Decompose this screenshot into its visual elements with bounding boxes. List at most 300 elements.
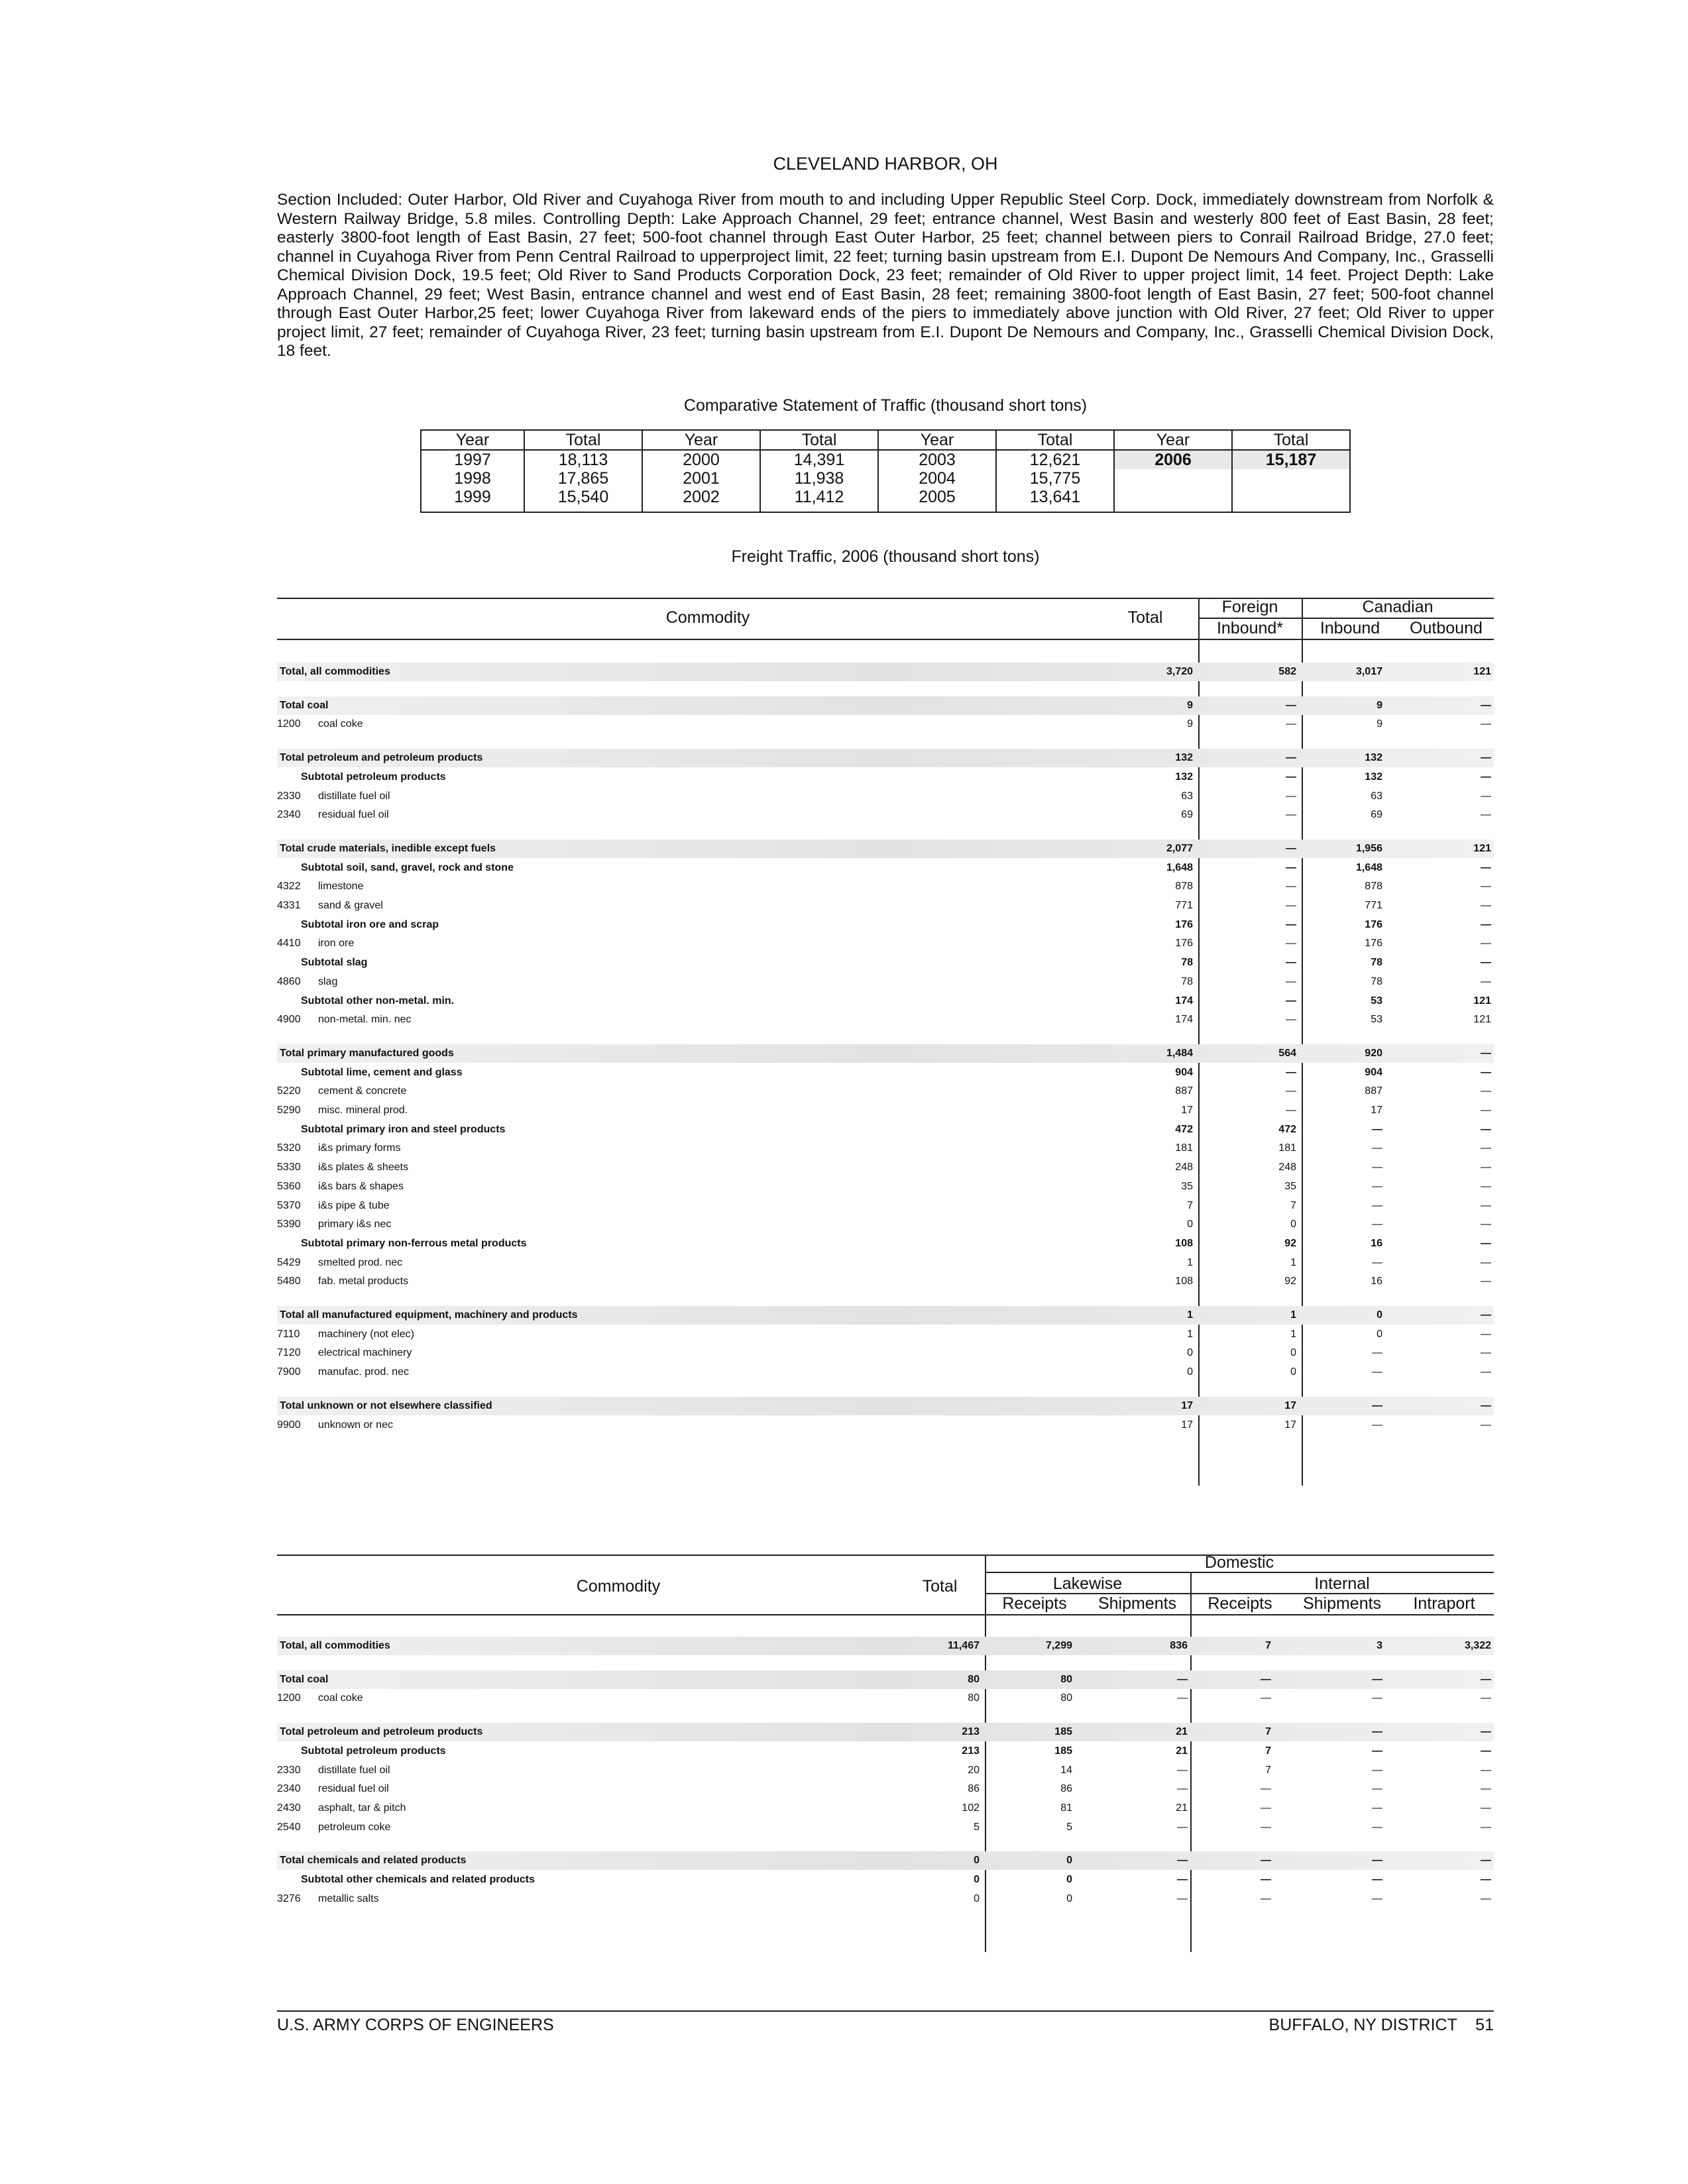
lakewise-receipts-value: 185 — [1054, 1726, 1072, 1738]
total-row — [277, 696, 1494, 715]
canadian-outbound-value: 121 — [1473, 1014, 1491, 1026]
subtotal-row — [277, 768, 1494, 787]
total-value: 17 — [1181, 1105, 1193, 1116]
year-header: Year — [642, 430, 760, 450]
total-row — [277, 1723, 1494, 1741]
canadian-header: Canadian — [1362, 598, 1434, 616]
foreign-inbound-value: — — [1286, 957, 1296, 969]
foreign-inbound-value: — — [1286, 975, 1296, 987]
canadian-outbound-value: 121 — [1473, 842, 1491, 854]
cmp-year-empty — [1114, 488, 1232, 512]
domestic-header-rule — [277, 1614, 1494, 1615]
total-value: 9 — [1187, 718, 1193, 730]
cmp-total: 12,621 — [996, 450, 1114, 469]
commodity-code: 1200 — [277, 1692, 301, 1704]
total-value: 887 — [1175, 1085, 1193, 1097]
commodity-name: asphalt, tar & pitch — [318, 1802, 406, 1814]
canadian-inbound-value: 878 — [1365, 881, 1382, 893]
internal-receipts-value: 7 — [1265, 1726, 1271, 1738]
foreign-inbound-value: — — [1286, 842, 1296, 854]
freight-commodity-header: Commodity — [665, 608, 750, 627]
canadian-outbound-value: — — [1481, 1123, 1491, 1135]
total-value: 63 — [1181, 790, 1193, 802]
total-value: 102 — [962, 1802, 980, 1814]
cmp-year: 2001 — [642, 469, 760, 488]
canadian-inbound-value: 771 — [1365, 900, 1382, 911]
foreign-inbound-value: 472 — [1278, 1123, 1296, 1135]
commodity-code: 5429 — [277, 1256, 301, 1268]
cmp-year: 2003 — [878, 450, 996, 469]
lakewise-receipts-value: 0 — [1066, 1892, 1072, 1904]
total-value: 472 — [1175, 1123, 1193, 1135]
commodity-name: primary i&s nec — [318, 1219, 392, 1230]
total-value: 11,467 — [947, 1640, 980, 1651]
commodity-name: distillate fuel oil — [318, 1764, 390, 1776]
canadian-inbound-value: — — [1372, 1142, 1382, 1154]
commodity-name: machinery (not elec) — [318, 1328, 414, 1340]
commodity-name: residual fuel oil — [318, 809, 389, 821]
cmp-year: 2005 — [878, 488, 996, 512]
cmp-year: 1998 — [421, 469, 524, 488]
lakewise-receipts-value: 0 — [1066, 1855, 1072, 1867]
commodity-code: 2430 — [277, 1802, 301, 1814]
foreign-inbound-value: 1 — [1290, 1328, 1296, 1340]
commodity-code: 5370 — [277, 1199, 301, 1211]
commodity-name: slag — [318, 975, 338, 987]
cmp-year-empty — [1114, 469, 1232, 488]
canadian-inbound-value: 132 — [1365, 752, 1382, 764]
internal-receipts-value: — — [1261, 1692, 1271, 1704]
commodity-name: Total, all commodities — [280, 666, 390, 677]
commodity-name: i&s plates & sheets — [318, 1162, 409, 1174]
total-value: 108 — [1175, 1276, 1193, 1287]
canadian-inbound-value: 63 — [1371, 790, 1382, 802]
total-header: Total — [760, 430, 878, 450]
cmp-total: 14,391 — [760, 450, 878, 469]
internal-receipts-value: 7 — [1265, 1764, 1271, 1776]
foreign-inbound-value: — — [1286, 809, 1296, 821]
subtotal-row — [277, 1871, 1494, 1889]
cmp-year: 2002 — [642, 488, 760, 512]
intraport-value: — — [1481, 1726, 1491, 1738]
intraport-value: — — [1481, 1692, 1491, 1704]
canadian-outbound-value: — — [1481, 752, 1491, 764]
intraport-header: Intraport — [1413, 1594, 1475, 1613]
lakewise-header: Lakewise — [1052, 1574, 1123, 1593]
cmp-total: 15,187 — [1232, 450, 1350, 469]
total-row — [277, 840, 1494, 858]
foreign-inbound-value: 564 — [1278, 1047, 1296, 1059]
foreign-inbound-value: — — [1286, 699, 1296, 711]
commodity-code: 2540 — [277, 1821, 301, 1833]
commodity-code: 7110 — [277, 1328, 300, 1340]
internal-shipments-header: Shipments — [1302, 1594, 1382, 1613]
total-value: 5 — [974, 1821, 980, 1833]
table-row — [277, 934, 1494, 953]
canadian-outbound-value: — — [1481, 1419, 1491, 1431]
foreign-inbound-value: — — [1286, 918, 1296, 930]
year-header: Year — [878, 430, 996, 450]
lakewise-receipts-value: 185 — [1054, 1745, 1072, 1757]
commodity-name: Subtotal soil, sand, gravel, rock and stone — [301, 861, 514, 873]
canadian-inbound-value: 176 — [1365, 918, 1382, 930]
lakewise-shipments-value: — — [1177, 1673, 1188, 1685]
footer-agency: U.S. ARMY CORPS OF ENGINEERS — [277, 2016, 554, 2034]
total-value: 176 — [1175, 938, 1193, 950]
commodity-code: 4410 — [277, 938, 301, 950]
total-value: 80 — [968, 1692, 980, 1704]
canadian-outbound-value: 121 — [1473, 666, 1491, 677]
intraport-value: — — [1481, 1783, 1491, 1795]
canadian-outbound-value: — — [1481, 1347, 1491, 1359]
canadian-outbound-value: — — [1481, 1328, 1491, 1340]
table-row — [277, 1272, 1494, 1291]
commodity-name: Subtotal lime, cement and glass — [301, 1066, 463, 1078]
canadian-outbound-value: — — [1481, 1180, 1491, 1192]
canadian-outbound-value: — — [1481, 861, 1491, 873]
commodity-name: smelted prod. nec — [318, 1256, 403, 1268]
canadian-outbound-value: — — [1481, 1256, 1491, 1268]
lakewise-receipts-value: 80 — [1060, 1673, 1072, 1685]
intraport-value: — — [1481, 1821, 1491, 1833]
internal-header: Internal — [1314, 1574, 1370, 1593]
commodity-code: 2330 — [277, 1764, 301, 1776]
commodity-code: 4860 — [277, 975, 301, 987]
cmp-total: 11,938 — [760, 469, 878, 488]
commodity-name: Subtotal slag — [301, 957, 368, 969]
canadian-inbound-value: — — [1372, 1123, 1382, 1135]
total-value: 904 — [1175, 1066, 1193, 1078]
total-value: 35 — [1181, 1180, 1193, 1192]
lakewise-shipments-value: — — [1177, 1874, 1188, 1885]
total-value: 9 — [1187, 699, 1193, 711]
lakewise-receipts-value: 14 — [1060, 1764, 1072, 1776]
canadian-outbound-value: — — [1481, 918, 1491, 930]
canadian-inbound-value: 0 — [1377, 1328, 1382, 1340]
lakewise-shipments-value: — — [1177, 1855, 1188, 1867]
footer-rule — [277, 2010, 1494, 2012]
foreign-inbound-value: — — [1286, 1105, 1296, 1116]
commodity-code: 4322 — [277, 881, 301, 893]
commodity-code: 4900 — [277, 1014, 301, 1026]
canadian-inbound-header: Inbound — [1320, 619, 1380, 637]
commodity-code: 9900 — [277, 1419, 301, 1431]
commodity-code: 7900 — [277, 1366, 301, 1378]
foreign-inbound-value: — — [1286, 881, 1296, 893]
internal-receipts-value: — — [1261, 1802, 1271, 1814]
table-row — [277, 1101, 1494, 1120]
total-value: 132 — [1175, 752, 1193, 764]
commodity-name: distillate fuel oil — [318, 790, 390, 802]
commodity-name: Total unknown or not elsewhere classified — [280, 1399, 492, 1411]
total-value: 878 — [1175, 881, 1193, 893]
freight-title: Freight Traffic, 2006 (thousand short tons) — [731, 547, 1040, 566]
canadian-outbound-value: — — [1481, 1105, 1491, 1116]
commodity-code: 7120 — [277, 1347, 301, 1359]
foreign-inbound-value: — — [1286, 900, 1296, 911]
foreign-inbound-value: — — [1286, 995, 1296, 1007]
total-value: 0 — [1187, 1219, 1193, 1230]
commodity-code: 2330 — [277, 790, 301, 802]
canadian-outbound-value: — — [1481, 790, 1491, 802]
internal-shipments-value: — — [1372, 1692, 1382, 1704]
total-value: 3,720 — [1166, 666, 1193, 677]
foreign-inbound-value: — — [1286, 938, 1296, 950]
total-row — [277, 1851, 1494, 1870]
intraport-value: — — [1481, 1892, 1491, 1904]
lakewise-receipts-value: 86 — [1060, 1783, 1072, 1795]
commodity-name: iron ore — [318, 938, 355, 950]
commodity-name: Total chemicals and related products — [280, 1855, 467, 1867]
commodity-code: 5220 — [277, 1085, 301, 1097]
internal-shipments-value: — — [1372, 1855, 1382, 1867]
canadian-outbound-value: — — [1481, 1066, 1491, 1078]
canadian-inbound-value: — — [1372, 1199, 1382, 1211]
internal-shipments-value: — — [1372, 1783, 1382, 1795]
total-value: 1 — [1187, 1309, 1193, 1321]
lakewise-shipments-value: 21 — [1176, 1802, 1188, 1814]
canadian-outbound-value: — — [1481, 1199, 1491, 1211]
commodity-name: unknown or nec — [318, 1419, 393, 1431]
commodity-code: 4331 — [277, 900, 301, 911]
total-value: 213 — [962, 1726, 980, 1738]
commodity-code: 5390 — [277, 1219, 301, 1230]
foreign-inbound-value: 1 — [1290, 1309, 1296, 1321]
commodity-name: limestone — [318, 881, 364, 893]
total-value: 771 — [1175, 900, 1193, 911]
total-value: 0 — [1187, 1347, 1193, 1359]
foreign-inbound-value: 0 — [1290, 1347, 1296, 1359]
total-value: 2,077 — [1166, 842, 1193, 854]
canadian-inbound-value: 0 — [1377, 1309, 1382, 1321]
commodity-name: metallic salts — [318, 1892, 379, 1904]
canadian-outbound-value: — — [1481, 1399, 1491, 1411]
commodity-name: Total, all commodities — [280, 1640, 390, 1651]
internal-receipts-value: — — [1261, 1874, 1271, 1885]
internal-receipts-value: — — [1261, 1673, 1271, 1685]
canadian-inbound-value: 3,017 — [1355, 666, 1382, 677]
lakewise-receipts-value: 5 — [1066, 1821, 1072, 1833]
table-row — [277, 1139, 1494, 1158]
lakewise-shipments-value: 21 — [1176, 1745, 1188, 1757]
total-value: 86 — [968, 1783, 980, 1795]
canadian-inbound-value: 53 — [1371, 1014, 1382, 1026]
canadian-inbound-value: 16 — [1371, 1276, 1382, 1287]
canadian-inbound-value: 69 — [1371, 809, 1382, 821]
foreign-inbound-value: 35 — [1284, 1180, 1296, 1192]
commodity-name: Total petroleum and petroleum products — [280, 752, 483, 764]
total-header: Total — [1232, 430, 1350, 450]
commodity-name: sand & gravel — [318, 900, 383, 911]
foreign-inbound-value: — — [1286, 718, 1296, 730]
internal-shipments-value: — — [1372, 1892, 1382, 1904]
canadian-outbound-value: — — [1481, 771, 1491, 783]
commodity-name: electrical machinery — [318, 1347, 412, 1359]
foreign-inbound-header: Inbound* — [1216, 619, 1284, 637]
total-value: 132 — [1175, 771, 1193, 783]
foreign-inbound-value: 7 — [1290, 1199, 1296, 1211]
internal-receipts-value: — — [1261, 1855, 1271, 1867]
commodity-name: Subtotal petroleum products — [301, 1745, 446, 1757]
total-row — [277, 749, 1494, 767]
lakewise-shipments-value: — — [1177, 1764, 1188, 1776]
canadian-inbound-value: 16 — [1371, 1237, 1382, 1249]
foreign-inbound-value: — — [1286, 1014, 1296, 1026]
intraport-value: — — [1481, 1673, 1491, 1685]
comparative-title: Comparative Statement of Traffic (thousand short tons) — [683, 396, 1088, 415]
canadian-outbound-value: — — [1481, 809, 1491, 821]
canadian-outbound-value: — — [1481, 1276, 1491, 1287]
internal-shipments-value: — — [1372, 1874, 1382, 1885]
internal-shipments-value: — — [1372, 1821, 1382, 1833]
foreign-inbound-value: 582 — [1278, 666, 1296, 677]
cmp-total: 17,865 — [524, 469, 642, 488]
table-row — [277, 1010, 1494, 1029]
total-value: 1,648 — [1166, 861, 1193, 873]
total-header: Total — [996, 430, 1114, 450]
commodity-name: non-metal. min. nec — [318, 1014, 412, 1026]
total-value: 181 — [1175, 1142, 1193, 1154]
table-row — [277, 1689, 1494, 1708]
canadian-outbound-value: — — [1481, 1047, 1491, 1059]
total-row — [277, 1397, 1494, 1415]
canadian-inbound-value: — — [1372, 1256, 1382, 1268]
lakewise-receipts-header: Receipts — [1002, 1594, 1067, 1613]
cmp-year: 1997 — [421, 450, 524, 469]
total-header: Total — [524, 430, 642, 450]
commodity-code: 5360 — [277, 1180, 301, 1192]
total-value: 0 — [974, 1874, 980, 1885]
subtotal-row — [277, 1064, 1494, 1082]
table-row — [277, 715, 1494, 734]
commodity-name: Subtotal primary non-ferrous metal products — [301, 1237, 527, 1249]
canadian-inbound-value: 132 — [1365, 771, 1382, 783]
canadian-inbound-value: 9 — [1377, 718, 1382, 730]
subtotal-row — [277, 1234, 1494, 1253]
canadian-inbound-value: 176 — [1365, 938, 1382, 950]
canadian-outbound-value: — — [1481, 1219, 1491, 1230]
canadian-inbound-value: — — [1372, 1180, 1382, 1192]
lakewise-shipments-value: — — [1177, 1821, 1188, 1833]
total-value: 213 — [962, 1745, 980, 1757]
commodity-code: 2340 — [277, 809, 301, 821]
commodity-name: fab. metal products — [318, 1276, 409, 1287]
table-row — [277, 1416, 1494, 1435]
table-row — [277, 1158, 1494, 1177]
footer-district-page: BUFFALO, NY DISTRICT 51 — [1268, 2016, 1494, 2034]
canadian-inbound-value: 9 — [1377, 699, 1382, 711]
commodity-name: Total petroleum and petroleum products — [280, 1726, 483, 1738]
lakewise-shipments-value: 21 — [1176, 1726, 1188, 1738]
table-row — [277, 1197, 1494, 1215]
canadian-inbound-value: — — [1372, 1399, 1382, 1411]
domestic-header: Domestic — [1204, 1553, 1274, 1572]
foreign-inbound-value: — — [1286, 1085, 1296, 1097]
intraport-value: — — [1481, 1855, 1491, 1867]
foreign-header: Foreign — [1221, 598, 1278, 616]
canadian-inbound-value: — — [1372, 1162, 1382, 1174]
table-row — [277, 1254, 1494, 1272]
commodity-name: cement & concrete — [318, 1085, 407, 1097]
commodity-name: Subtotal other non-metal. min. — [301, 995, 455, 1007]
total-row — [277, 1637, 1494, 1655]
lakewise-receipts-value: 7,299 — [1045, 1640, 1072, 1651]
commodity-code: 5330 — [277, 1162, 301, 1174]
commodity-name: manufac. prod. nec — [318, 1366, 409, 1378]
canadian-outbound-value: — — [1481, 1142, 1491, 1154]
canadian-outbound-value: — — [1481, 938, 1491, 950]
internal-receipts-value: — — [1261, 1821, 1271, 1833]
canadian-inbound-value: 78 — [1371, 957, 1382, 969]
table-row — [277, 973, 1494, 991]
commodity-name: Subtotal iron ore and scrap — [301, 918, 439, 930]
total-value: 7 — [1187, 1199, 1193, 1211]
subtotal-row — [277, 954, 1494, 972]
canadian-inbound-value: 904 — [1365, 1066, 1382, 1078]
internal-shipments-value: 3 — [1377, 1640, 1382, 1651]
total-value: 20 — [968, 1764, 980, 1776]
cmp-total: 15,540 — [524, 488, 642, 512]
canadian-outbound-value: — — [1481, 1085, 1491, 1097]
comparative-table — [420, 429, 1351, 513]
total-value: 0 — [1187, 1366, 1193, 1378]
canadian-inbound-value: 78 — [1371, 975, 1382, 987]
page-title: CLEVELAND HARBOR, OH — [773, 154, 998, 174]
total-value: 1 — [1187, 1256, 1193, 1268]
table-row — [277, 897, 1494, 915]
subtotal-row — [277, 992, 1494, 1010]
table-row — [277, 1890, 1494, 1908]
commodity-code: 5290 — [277, 1105, 301, 1116]
canadian-inbound-value: — — [1372, 1419, 1382, 1431]
domestic-sub-rule — [985, 1572, 1494, 1573]
cmp-total: 15,775 — [996, 469, 1114, 488]
internal-receipts-value: — — [1261, 1892, 1271, 1904]
total-value: 176 — [1175, 918, 1193, 930]
table-row — [277, 1363, 1494, 1382]
canadian-inbound-value: 1,956 — [1355, 842, 1382, 854]
canadian-outbound-value: — — [1481, 881, 1491, 893]
commodity-name: Total crude materials, inedible except fuels — [280, 842, 496, 854]
table-row — [277, 1215, 1494, 1234]
internal-shipments-value: — — [1372, 1802, 1382, 1814]
canadian-inbound-value: 53 — [1371, 995, 1382, 1007]
foreign-inbound-value: — — [1286, 790, 1296, 802]
total-value: 78 — [1181, 975, 1193, 987]
cmp-year: 1999 — [421, 488, 524, 512]
internal-receipts-value: 7 — [1265, 1745, 1271, 1757]
foreign-inbound-value: 0 — [1290, 1219, 1296, 1230]
table-row — [277, 806, 1494, 824]
table-row — [277, 1780, 1494, 1798]
foreign-inbound-value: 17 — [1284, 1419, 1296, 1431]
canadian-outbound-value: — — [1481, 975, 1491, 987]
foreign-inbound-value: — — [1286, 861, 1296, 873]
commodity-name: petroleum coke — [318, 1821, 391, 1833]
canadian-outbound-value: — — [1481, 1162, 1491, 1174]
foreign-inbound-value: 17 — [1284, 1399, 1296, 1411]
freight-header-rule — [277, 639, 1494, 640]
canadian-outbound-value: — — [1481, 900, 1491, 911]
table-row — [277, 1344, 1494, 1362]
lakewise-shipments-value: 836 — [1170, 1640, 1188, 1651]
foreign-inbound-value: 248 — [1278, 1162, 1296, 1174]
lakewise-shipments-value: — — [1177, 1892, 1188, 1904]
subtotal-row — [277, 859, 1494, 877]
commodity-name: misc. mineral prod. — [318, 1105, 408, 1116]
table-row — [277, 1325, 1494, 1344]
total-value: 174 — [1175, 995, 1193, 1007]
